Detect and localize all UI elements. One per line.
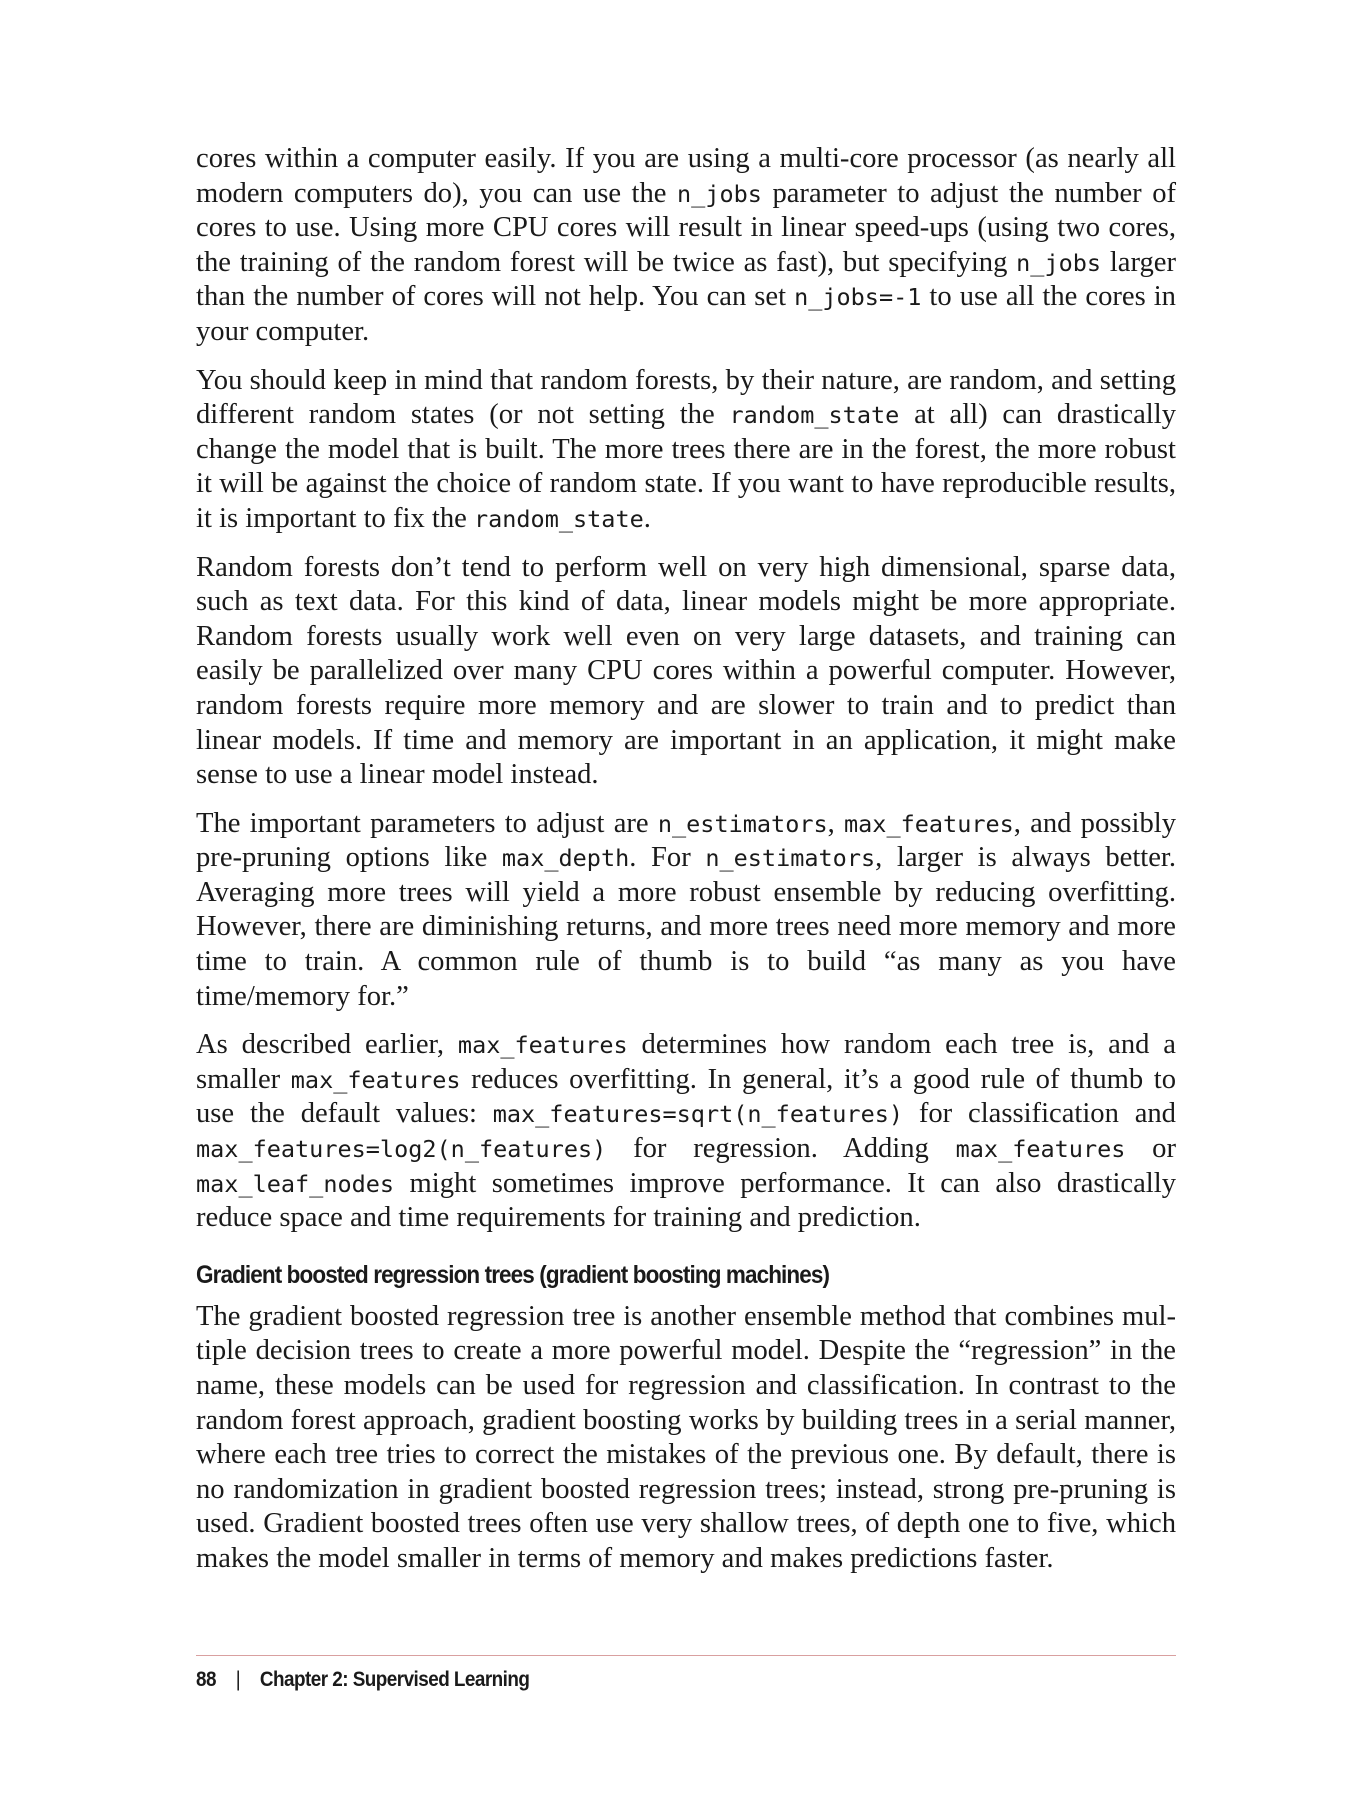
footer-separator: |	[235, 1668, 241, 1691]
text-run: determines how random each tree is, and a smaller	[196, 1029, 1177, 1095]
text-run: The gradient boosted regression tree is another ensemble method that combines multiple decision trees to create a more powerful model. Despite the “regression” in the name, these models can be used for regression and classification. In contrast to the random forest approach, gradient boosting works by building trees in a serial manner, where each tree tries to correct the mistakes of the previous one. By default, there is no randomization in gradient boosted regression trees; instead, strong pre-pruning is used. Gradient boosted trees often use very shallow trees, of depth one to five, which makes the model smaller in terms of memory and makes predictions faster.	[196, 1300, 1176, 1574]
text-run: You should keep in mind that random forests, by their nature, are random, and setting different random states (or not setting the	[196, 364, 1176, 431]
text-run: cores within a computer easily. If you are using a multi-core processor (as nearly all modern computers do), you can use the	[196, 143, 1176, 209]
text-run: for regression. Adding	[606, 1133, 956, 1165]
text-run: As described earlier,	[196, 1029, 458, 1061]
main-paragraph	[196, 551, 1176, 793]
inline-code: max_features=sqrt(n_features)	[492, 1100, 904, 1129]
text-run: .	[643, 502, 651, 534]
text-run: , and possibly pre-pruning options like	[196, 807, 1177, 874]
main-text	[196, 142, 1176, 1236]
text-run: ,	[827, 807, 845, 839]
text-run: might sometimes improve performance. It can also drastically reduce space and time requirements for training and prediction.	[196, 1167, 1176, 1234]
inline-code: n_estimators	[657, 809, 828, 838]
main-paragraph	[196, 142, 1176, 350]
inline-code: random_state	[729, 401, 900, 430]
text-run: larger than the number of cores will not help. You can set	[196, 246, 1176, 313]
inline-code: n_jobs	[1016, 248, 1102, 277]
text-run: reduces overfitting. In general, it’s a good rule of thumb to use the default values:	[196, 1063, 1177, 1130]
main-paragraph	[196, 1028, 1176, 1236]
section-text	[196, 1300, 1176, 1577]
section-paragraph	[196, 1300, 1176, 1577]
inline-code: max_features	[457, 1031, 628, 1060]
text-run: , larger is always better. Averaging more trees will yield a more robust ensemble by reducing overfitting. However, there are diminishing returns, and more trees need more memory and more time to train. A common rule of thumb is to build “as many as you have time/memory for.”	[196, 842, 1176, 1012]
inline-code: max_leaf_nodes	[196, 1169, 395, 1198]
page-footer	[196, 1655, 1176, 1691]
inline-code: random_state	[473, 504, 644, 533]
inline-code: max_features=log2(n_features)	[196, 1135, 607, 1164]
inline-code: max_features	[844, 809, 1014, 838]
text-run: for classification and	[903, 1098, 1176, 1130]
main-paragraph	[196, 807, 1176, 1015]
inline-code: max_depth	[501, 844, 630, 873]
chapter-title: Chapter 2: Supervised Learning	[259, 1668, 530, 1691]
main-paragraph	[196, 364, 1176, 537]
inline-code: n_jobs=-1	[794, 283, 922, 312]
page-number: 88	[196, 1668, 216, 1691]
text-run: Random forests don’t tend to perform well on very high dimensional, sparse data, such as text data. For this kind of data, linear models might be more appropriate. Random forests usually work well even on very large datasets, and training can easily be parallelized over many CPU cores within a powerful computer. However, random forests require more memory and are slower to train and to predict than linear models. If time and memory are important in an application, it might make sense to use a linear model instead.	[196, 551, 1176, 791]
inline-code: max_features	[290, 1065, 461, 1094]
text-run: . For	[629, 842, 706, 874]
text-run: parameter to adjust the number of cores to use. Using more CPU cores will result in linear speed-ups (using two cores, the training of the random forest will be twice as fast), but specifying	[196, 177, 1177, 278]
inline-code: n_jobs	[677, 179, 762, 208]
footer-row	[196, 1668, 529, 1692]
section-heading: Gradient boosted regression trees (gradient boosting machines)	[196, 1260, 830, 1289]
text-run: at all) can drastically change the model that is built. The more trees there are in the forest, the more robust it will be against the choice of random state. If you want to have reproducible results, it is important to fix the	[196, 399, 1176, 534]
page-body	[196, 142, 1176, 1591]
text-run: The important parameters to adjust are	[196, 807, 658, 839]
inline-code: max_features	[955, 1135, 1126, 1164]
text-run: to use all the cores in your computer.	[196, 281, 1176, 347]
text-run: or	[1125, 1133, 1176, 1165]
inline-code: n_estimators	[705, 844, 876, 873]
